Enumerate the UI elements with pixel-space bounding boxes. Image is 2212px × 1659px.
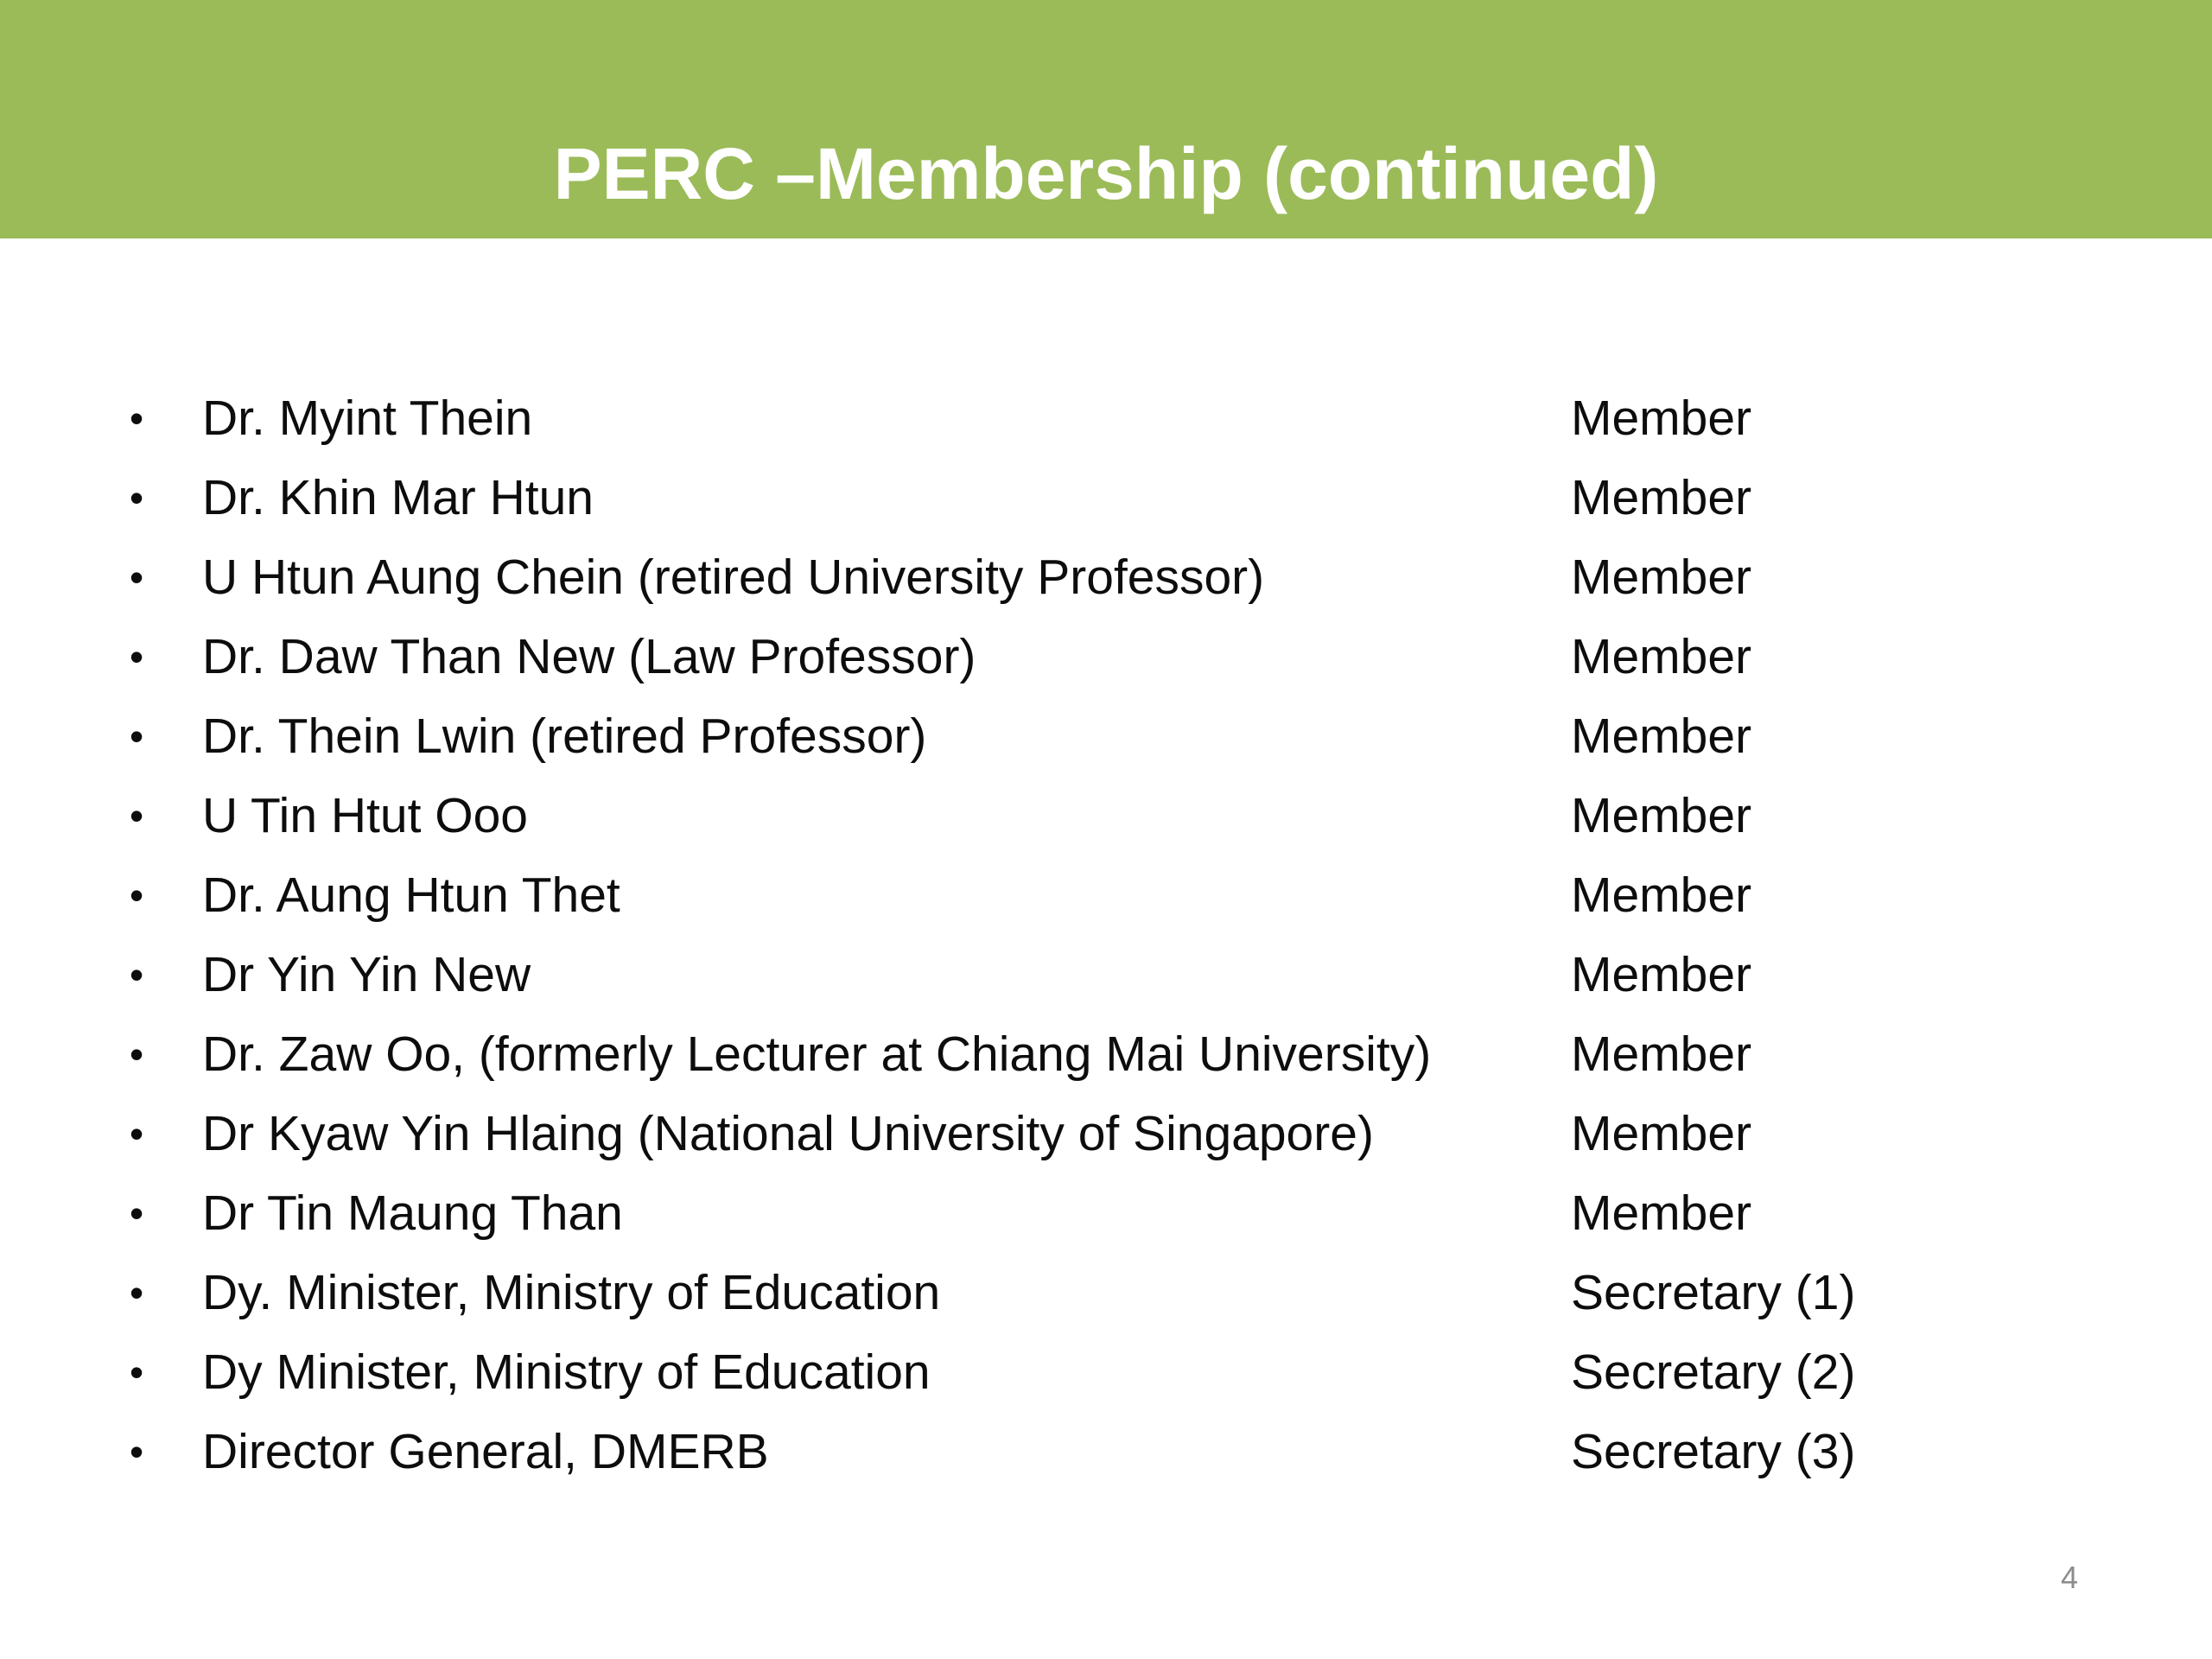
member-role: Secretary (3) <box>1571 1424 1856 1479</box>
bullet-icon: • <box>130 714 144 759</box>
member-role: Secretary (1) <box>1571 1265 1856 1320</box>
member-role: Member <box>1571 788 1752 843</box>
member-role: Secretary (2) <box>1571 1344 1856 1400</box>
member-row <box>0 776 2212 855</box>
member-row <box>0 935 2212 1014</box>
member-row <box>0 458 2212 537</box>
member-name: Dr. Thein Lwin (retired Professor) <box>202 709 927 764</box>
member-name: Dr. Myint Thein <box>202 391 533 446</box>
member-role: Member <box>1571 947 1752 1002</box>
bullet-icon: • <box>130 1429 144 1474</box>
bullet-icon: • <box>130 793 144 838</box>
bullet-icon: • <box>130 1191 144 1236</box>
member-role: Member <box>1571 391 1752 446</box>
member-role: Member <box>1571 709 1752 764</box>
slide-title: PERC –Membership (continued) <box>553 133 1659 214</box>
bullet-icon: • <box>130 1350 144 1395</box>
member-row <box>0 1094 2212 1173</box>
member-row <box>0 696 2212 776</box>
member-row <box>0 1173 2212 1253</box>
member-role: Member <box>1571 1027 1752 1082</box>
member-role: Member <box>1571 1106 1752 1161</box>
member-row <box>0 855 2212 935</box>
member-name: Dr Tin Maung Than <box>202 1185 623 1241</box>
member-row <box>0 537 2212 617</box>
member-role: Member <box>1571 550 1752 605</box>
bullet-icon: • <box>130 634 144 679</box>
member-name: Dy Minister, Ministry of Education <box>202 1344 931 1400</box>
member-role: Member <box>1571 629 1752 684</box>
member-name: Director General, DMERB <box>202 1424 769 1479</box>
member-role: Member <box>1571 1185 1752 1241</box>
bullet-icon: • <box>130 475 144 520</box>
member-name: Dr. Aung Htun Thet <box>202 868 620 923</box>
member-name: Dr Yin Yin New <box>202 947 531 1002</box>
member-name: U Tin Htut Ooo <box>202 788 528 843</box>
bullet-icon: • <box>130 1270 144 1315</box>
member-row <box>0 378 2212 458</box>
bullet-icon: • <box>130 952 144 997</box>
bullet-icon: • <box>130 396 144 441</box>
member-list <box>0 378 2212 1491</box>
member-name: Dr. Khin Mar Htun <box>202 470 594 525</box>
page-number: 4 <box>2060 1560 2079 1595</box>
member-name: Dy. Minister, Ministry of Education <box>202 1265 941 1320</box>
member-row <box>0 1412 2212 1491</box>
member-name: Dr Kyaw Yin Hlaing (National University of Singapore) <box>202 1106 1374 1161</box>
member-name: Dr. Zaw Oo, (formerly Lecturer at Chiang Mai University) <box>202 1027 1432 1082</box>
member-row <box>0 1253 2212 1332</box>
bullet-icon: • <box>130 1032 144 1077</box>
member-row <box>0 1332 2212 1412</box>
member-role: Member <box>1571 470 1752 525</box>
bullet-icon: • <box>130 555 144 600</box>
member-row <box>0 1014 2212 1094</box>
bullet-icon: • <box>130 1111 144 1156</box>
member-role: Member <box>1571 868 1752 923</box>
bullet-icon: • <box>130 873 144 918</box>
member-row <box>0 617 2212 696</box>
member-name: U Htun Aung Chein (retired University Professor) <box>202 550 1265 605</box>
member-name: Dr. Daw Than New (Law Professor) <box>202 629 976 684</box>
